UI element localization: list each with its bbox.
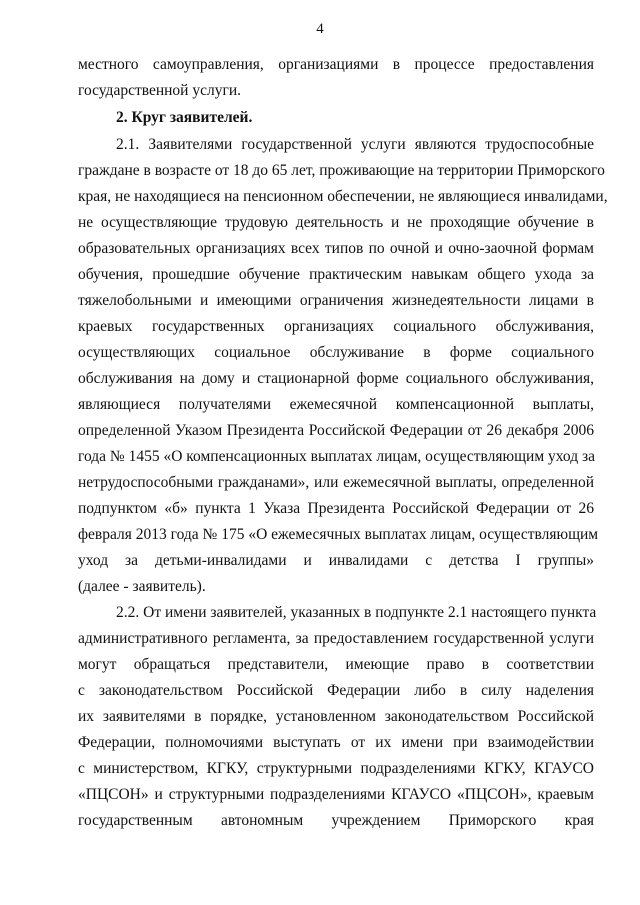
page-number: 4 [316, 21, 324, 37]
text-line: обучения, прошедшие обучение практическим навыкам общего ухода за [78, 266, 594, 283]
text-line: тяжелобольными и имеющими ограничения жизнедеятельности лицами в [78, 292, 594, 309]
text-line: с министерством, КГКУ, структурными подразделениями КГКУ, КГАУСО [78, 760, 594, 777]
text-line: государственным автономным учреждением Приморского края [78, 812, 594, 829]
text-line: с законодательством Российской Федерации либо в силу наделения [78, 682, 594, 699]
text-line: года № 1455 «О компенсационных выплатах лицам, осуществляющим уход за [78, 448, 596, 465]
section-heading: 2. Круг заявителей. [116, 109, 253, 126]
text-line: осуществляющих социальное обслуживание в форме социального [78, 344, 594, 361]
text-line: их заявителями в порядке, установленном законодательством Российской [78, 708, 594, 725]
text-line: обслуживания на дому и стационарной форме социального обслуживания, [78, 370, 594, 387]
text-line: 2.1. Заявителями государственной услуги являются трудоспособные [116, 136, 594, 153]
text-line: являющиеся получателями ежемесячной компенсационной выплаты, [78, 396, 594, 413]
text-line: нетрудоспособными гражданами», или ежемесячной выплаты, определенной [78, 474, 594, 491]
text-line: 2.2. От имени заявителей, указанных в подпункте 2.1 настоящего пункта [116, 604, 597, 621]
text-line: могут обращаться представители, имеющие право в соответствии [78, 656, 594, 673]
text-line: февраля 2013 года № 175 «О ежемесячных выплатах лицам, осуществляющим [78, 526, 599, 543]
text-line: граждане в возрасте от 18 до 65 лет, проживающие на территории Приморского [78, 162, 605, 179]
text-line: определенной Указом Президента Российской Федерации от 26 декабря 2006 [78, 422, 594, 439]
text-line: административного регламента, за предоставлением государственной услуги [78, 630, 594, 647]
text-line: образовательных организациях всех типов по очной и очно-заочной формам [78, 240, 594, 257]
text-line: не осуществляющие трудовую деятельность и не проходящие обучение в [78, 214, 594, 231]
text-line: (далее - заявитель). [78, 578, 206, 595]
text-line: Федерации, полномочиями выступать от их имени при взаимодействии [78, 734, 594, 751]
text-line: краевых государственных организациях социального обслуживания, [78, 318, 594, 335]
text-line: края, не находящиеся на пенсионном обеспечении, не являющиеся инвалидами, [78, 188, 608, 205]
text-line: «ПЦСОН» и структурными подразделениями КГАУСО «ПЦСОН», краевым [78, 786, 594, 803]
text-line: местного самоуправления, организациями в процессе предоставления [78, 56, 594, 73]
text-line: уход за детьми-инвалидами и инвалидами с детства I группы» [78, 552, 594, 569]
text-line: подпунктом «б» пункта 1 Указа Президента Российской Федерации от 26 [78, 500, 594, 517]
text-line: государственной услуги. [78, 82, 241, 99]
